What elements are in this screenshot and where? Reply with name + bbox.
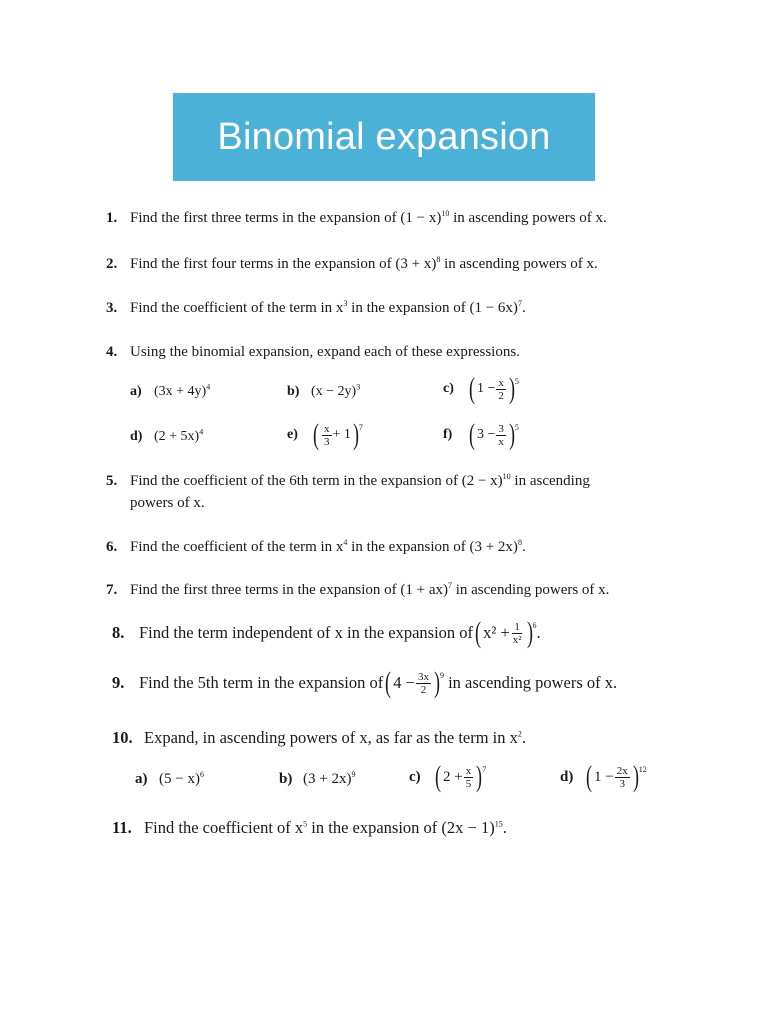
question-10c: c) ( 2 + $\frac{x}{5}$ ) 7 (409, 760, 487, 793)
question-10a: a) $(5 - x)^6$ (135, 770, 204, 787)
question-1: 1. Find the first three terms in the expansion of $(1 - x)^{10}$ in ascending powers of x. (106, 209, 607, 226)
page-title: Binomial expansion (217, 115, 551, 158)
question-3: 3. Find the coefficient of the term in $x^3$ in the expansion of $(1 - 6x)^7$. (106, 299, 526, 316)
question-5: 5. Find the coefficient of the 6th term in the expansion of $(2 - x)^{10}$ in ascending (106, 472, 590, 489)
question-4a: a) $(3x + 4y)^4$ (130, 382, 211, 399)
question-4f: f) ( 3 − $\frac{3}{x}$ ) 5 (443, 418, 519, 451)
question-10: 10. Expand, in ascending powers of x, as far as the term in $x^2$. (112, 728, 527, 747)
question-6: 6. Find the coefficient of the term in $x^4$ in the expansion of $(3 + 2x)^8$. (106, 538, 526, 555)
question-11: 11. Find the coefficient of $x^5$ in the expansion of $(2x - 1)^{15}$. (112, 818, 507, 837)
question-9: 9. Find the 5th term in the expansion of ( 4 − $\frac{3x}{2}$ ) 9 in ascending powers of x. (112, 666, 618, 699)
question-10d: d) ( 1 − $\frac{2x}{3}$ ) 12 (560, 760, 647, 793)
title-banner (173, 93, 595, 181)
question-4c: c) ( 1 − $\frac{x}{2}$ ) 5 (443, 372, 519, 405)
question-7: 7. Find the first three terms in the expansion of (1 + ax)$^7$ in ascending powers of x. (106, 581, 610, 598)
question-2: 2. Find the first four terms in the expansion of $(3 + x)^8$ in ascending powers of x. (106, 255, 598, 272)
question-4: 4. Using the binomial expansion, expand each of these expressions. (106, 344, 520, 360)
question-8: 8. Find the term independent of x in the expansion of ( x² + $\frac{1}{\text{x²}}$ ) 6 . (112, 616, 541, 649)
question-4b: b) $(x - 2y)^3$ (287, 382, 361, 399)
question-4e: e) ( $\frac{x}{3}$ + 1 ) 7 (287, 418, 363, 451)
question-5-line2: powers of x. (130, 495, 205, 511)
question-4d: d) $(2 + 5x)^4$ (130, 427, 204, 444)
question-10b: b) $(3 + 2x)^9$ (279, 770, 356, 787)
